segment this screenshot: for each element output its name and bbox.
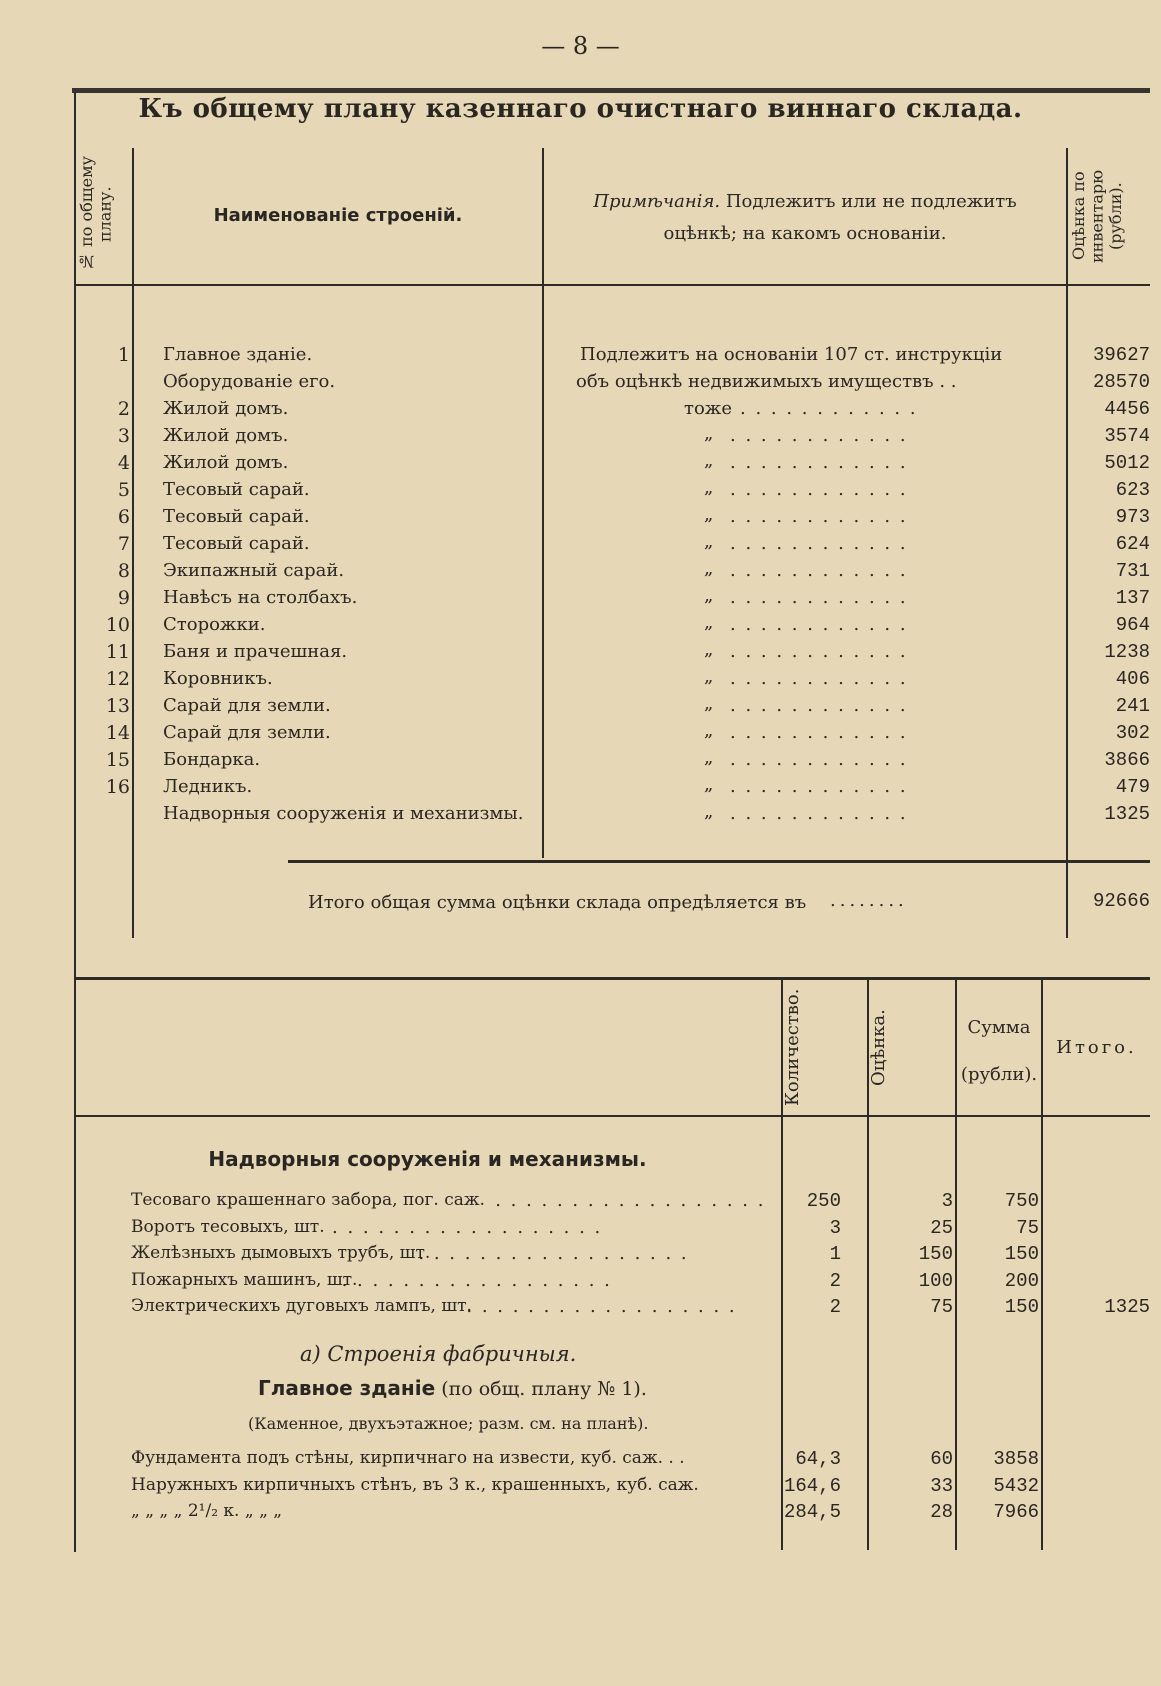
item-price: 28 [930,1501,953,1523]
item-price: 100 [918,1269,953,1292]
row-number: 2 [117,398,130,420]
building-name: Тесовый сарай. [163,479,310,500]
building-note: „ [704,720,714,741]
table1-header-bottom-rule [74,284,1150,286]
top-rule [72,88,1150,93]
leader-dots: . . . . . . . . . . . . . . . . . . [495,1190,766,1211]
leader-dots: . . . . . . . . . . . . [730,452,908,473]
building-note: „ [704,585,714,606]
building-note: „ [704,477,714,498]
leader-dots: . . . . . . . . . . . . [730,425,908,446]
leader-dots: . . . . . . . . . . . . [730,722,908,743]
building-note: „ [704,693,714,714]
item-qty: 164,6 [783,1474,841,1497]
building-name: Жилой домъ. [163,398,289,419]
item-name: Электрическихъ дуговыхъ лампъ, шт. [131,1296,472,1316]
building-name: Главное зданіе. [163,344,313,365]
total-label: Итого общая сумма оцѣнки склада опредѣляется въ [308,892,807,913]
table2-header-bottom-rule [74,1115,1150,1117]
building-note: „ [704,639,714,660]
table1-vline-name [542,148,544,858]
table2-vline-total [1041,980,1043,1550]
page-number: — 8 — [541,32,620,60]
item-price: 60 [930,1448,953,1470]
table1-col-notes-header [560,186,1050,249]
item-name: „ „ „ „ 2¹/₂ к. „ „ „ [131,1501,283,1521]
row-number: 7 [117,533,130,555]
item-price: 33 [930,1474,953,1497]
item-qty: 1 [829,1243,841,1265]
building-note: „ [704,423,714,444]
building-note: „ [704,558,714,579]
total-leader-dots: ........ [830,890,908,911]
building-value: 973 [1115,506,1150,528]
item-qty: 250 [806,1190,841,1212]
item-name: Фундамента подъ стѣны, кирпичнаго на извести, куб. саж. . . [131,1448,685,1468]
building-value: 406 [1115,668,1150,690]
total-value: 92666 [1092,890,1150,912]
building-note: „ [704,666,714,687]
section-total: 1325 [1104,1296,1150,1318]
item-name: Тесоваго крашеннаго забора, пог. саж. [131,1190,485,1210]
item-name: Желѣзныхъ дымовыхъ трубъ, шт. [131,1243,431,1263]
row-number: 1 [117,344,130,366]
item-price: 150 [918,1243,953,1265]
row-number: 16 [105,776,130,798]
leader-dots: . . . . . . . . . . . . [730,479,908,500]
leader-dots: . . . . . . . . . . . . [730,533,908,554]
item-sum: 150 [1004,1243,1039,1265]
leader-dots: . . . . . . . . . . . . . . . . . . [332,1216,603,1238]
table1-total-rule [288,860,1150,863]
leader-dots: . . . . . . . . . . . . [730,614,908,635]
page-title: Къ общему плану казеннаго очистнаго виннаго склада. [138,94,1023,124]
item-name: Пожарныхъ машинъ, шт. [131,1269,358,1290]
building-value: 4456 [1104,398,1150,420]
building-note: „ [704,801,714,822]
building-value: 39627 [1092,344,1150,366]
row-number: 11 [105,641,130,663]
leader-dots: . . . . . . . . . . . . [730,506,908,527]
building-value: 302 [1115,722,1150,744]
building-note: тоже [684,398,733,419]
building-note: „ [704,450,714,471]
item-sum: 3858 [993,1448,1039,1470]
item-qty: 3 [829,1216,841,1239]
row-number: 14 [105,722,130,744]
table1-col-value-header: Оцѣнка по инвентарю (рубли). [1069,169,1125,263]
building-note: „ [704,747,714,768]
section-title: Надворныя сооруженія и механизмы. [208,1147,647,1171]
row-number: 5 [117,479,130,501]
row-number: 13 [105,695,130,717]
building-name: Сторожки. [163,614,266,635]
building-note: Подлежитъ на основаніи 107 ст. инструкціи [580,344,1003,365]
item-qty: 2 [829,1296,841,1318]
row-number: 10 [105,614,130,636]
building-name: Ледникъ. [163,776,253,797]
building-note: „ [704,531,714,552]
item-sum: 7966 [993,1501,1039,1523]
table1-bottom-rule [74,977,1150,980]
notes-italic-label: Примѣчанія. [593,191,721,212]
subsection-a-title: а) Строенія фабричныя. [300,1342,577,1366]
building-name: Оборудованіе его. [163,371,336,392]
row-number: 3 [117,425,130,447]
row-number: 4 [117,452,130,474]
building-name: Сарай для земли. [163,695,331,716]
building-value: 3574 [1104,425,1150,447]
building-name: Жилой домъ. [163,425,289,446]
building-name: Сарай для земли. [163,722,331,743]
building-name: Тесовый сарай. [163,506,310,527]
building-value: 3866 [1104,749,1150,771]
leader-dots: . . . . . . . . . . . . . . . . . . [341,1269,612,1291]
page-left-border [74,92,76,1552]
item-qty: 284,5 [783,1501,841,1523]
table1-col-name-header: Наименованіе строеній. [213,205,463,226]
item-price: 75 [930,1296,953,1318]
leader-dots: . . . . . . . . . . . . [730,776,908,797]
building-name: Экипажный сарай. [163,560,345,581]
building-value: 241 [1115,695,1150,717]
building-name: Коровникъ. [163,668,273,689]
item-price: 3 [941,1190,953,1212]
table2-col-price-header: Оцѣнка. [868,1009,889,1086]
building-value: 137 [1115,587,1150,609]
building-note: „ [704,504,714,525]
building-value: 479 [1115,776,1150,798]
main-building-bold: Главное зданіе [258,1376,436,1400]
item-sum: 150 [1004,1296,1039,1318]
leader-dots: . . . . . . . . . . . . [730,803,908,824]
item-qty: 64,3 [795,1448,841,1470]
building-note: „ [704,774,714,795]
leader-dots: . . . . . . . . . . . . . . . . . . [466,1296,737,1317]
building-name: Навѣсъ на столбахъ. [163,587,358,608]
building-value: 624 [1115,533,1150,555]
leader-dots: . . . . . . . . . . . . [730,668,908,689]
item-price: 25 [930,1216,953,1239]
leader-dots: . . . . . . . . . . . . [730,695,908,716]
table2-col-total-header: Итого. [1056,1037,1137,1058]
item-sum: 75 [1016,1216,1039,1239]
row-number: 8 [117,560,130,582]
building-note: объ оцѣнкѣ недвижимыхъ имуществъ . . [576,371,957,392]
table1-col-num-header: № по общему плану. [77,156,115,272]
building-note: „ [704,612,714,633]
building-name: Тесовый сарай. [163,533,310,554]
building-value: 5012 [1104,452,1150,474]
table2-col-qty-header: Количество. [782,988,803,1107]
table1-vline-num [132,148,134,938]
main-building-rest: (по общ. плану № 1). [441,1378,647,1400]
building-name: Надворныя сооруженія и механизмы. [163,803,524,824]
leader-dots: . . . . . . . . . . . . [730,587,908,608]
building-value: 623 [1115,479,1150,501]
row-number: 15 [105,749,130,771]
main-building-heading [258,1376,647,1400]
building-name: Баня и прачешная. [163,641,348,662]
building-name: Бондарка. [163,749,261,770]
building-value: 1238 [1104,641,1150,663]
table2-col-sum-header: Сумма (рубли). [960,1017,1038,1085]
building-name: Жилой домъ. [163,452,289,473]
notes-rest-label: Подлежитъ или не подлежитъ оцѣнкѣ; на какомъ основаніи. [663,191,1017,244]
item-sum: 5432 [993,1474,1039,1497]
item-name: Воротъ тесовыхъ, шт. [131,1216,325,1237]
item-sum: 200 [1004,1269,1039,1292]
leader-dots: . . . . . . . . . . . . [730,560,908,581]
item-qty: 2 [829,1269,841,1292]
main-building-desc: (Каменное, двухъэтажное; разм. см. на планѣ). [248,1414,649,1433]
item-name: Наружныхъ кирпичныхъ стѣнъ, въ 3 к., крашенныхъ, куб. саж. [131,1474,699,1495]
leader-dots: . . . . . . . . . . . . [730,641,908,662]
leader-dots: . . . . . . . . . . . . [740,398,918,419]
row-number: 12 [105,668,130,690]
building-value: 964 [1115,614,1150,636]
row-number: 6 [117,506,130,528]
item-sum: 750 [1004,1190,1039,1212]
building-value: 731 [1115,560,1150,582]
building-value: 28570 [1092,371,1150,393]
leader-dots: . . . . . . . . . . . . [730,749,908,770]
leader-dots: . . . . . . . . . . . . . . . . . . [418,1243,689,1264]
row-number: 9 [117,587,130,609]
building-value: 1325 [1104,803,1150,825]
